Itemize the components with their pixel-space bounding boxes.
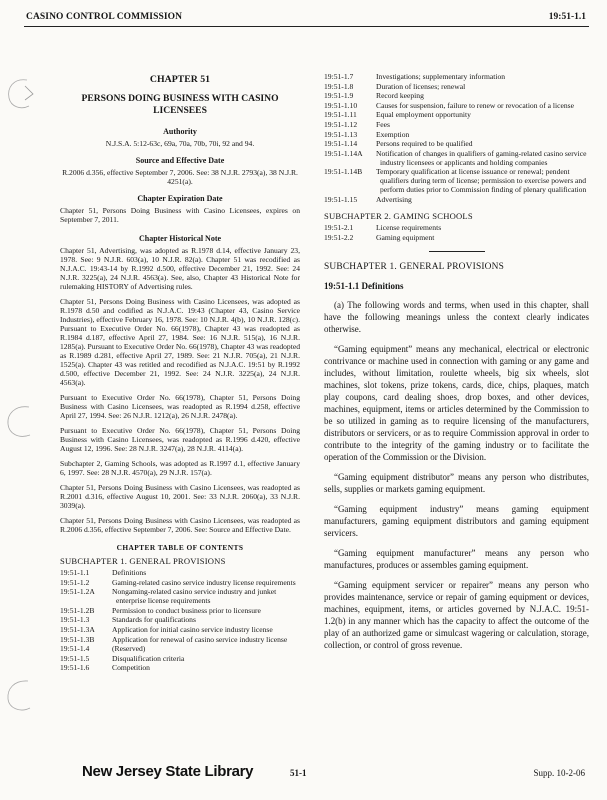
toc-entry[interactable] xyxy=(60,568,300,577)
right-column xyxy=(324,72,589,659)
punch-hole-mark xyxy=(3,74,39,114)
section-heading: 19:51-1.1 Definitions xyxy=(324,280,404,291)
toc-entry-title: Permission to conduct business prior to licensure xyxy=(112,605,261,615)
toc-entry-number: 19:51-1.12 xyxy=(324,119,358,129)
toc-entry-title: Fees xyxy=(376,119,390,129)
toc-entry-title: Standards for qualifications xyxy=(112,615,196,625)
toc-entry[interactable] xyxy=(324,167,589,194)
toc-entry[interactable] xyxy=(324,101,589,110)
toc-subchapter-heading: SUBCHAPTER 1. GENERAL PROVISIONS xyxy=(60,556,226,566)
definition-paragraph: “Gaming equipment manufacturer” means any person who manufactures, produces or assembles gaming equipment. xyxy=(324,547,589,570)
toc-entry-number: 19:51-1.14 xyxy=(324,139,358,149)
toc-entry[interactable] xyxy=(324,72,589,81)
toc-entry-number: 19:51-1.15 xyxy=(324,194,358,204)
page-number: 51-1 xyxy=(290,768,307,778)
toc-entry-number: 19:51-1.1 xyxy=(60,568,90,577)
toc-entry[interactable] xyxy=(324,130,589,139)
toc-entry[interactable] xyxy=(324,120,589,129)
toc-entry-title: Duration of licenses; renewal xyxy=(376,81,466,91)
toc-entry-title: Gaming-related casino service industry license requirements xyxy=(112,577,296,587)
authority-text: N.J.S.A. 5:12-63c, 69a, 70a, 70b, 70i, 92 and 94. xyxy=(105,139,255,148)
history-paragraph: Subchapter 2, Gaming Schools, was adopted as R.1997 d.1, effective January 6, 1997. See: 28 N.J.R. 4570(a), 29 N.J.R. 157(a). xyxy=(60,459,300,477)
body-subchapter-heading: SUBCHAPTER 1. GENERAL PROVISIONS xyxy=(324,261,505,272)
definition-paragraph: “Gaming equipment industry” means gaming equipment manufacturers, gaming equipment distributors and gaming equipment servicers. xyxy=(324,503,589,538)
toc-entry-number: 19:51-1.5 xyxy=(60,653,90,663)
section-divider xyxy=(429,251,485,252)
toc-entry-title: Notification of changes in qualifiers of gaming-related casino service industry licensees or applicants and holding companies xyxy=(376,148,587,167)
toc-entry-number: 19:51-1.8 xyxy=(324,81,354,91)
toc-entry-number: 19:51-1.4 xyxy=(60,644,90,654)
library-stamp: New Jersey State Library xyxy=(82,763,254,780)
toc-entry-number: 19:51-1.6 xyxy=(60,663,90,673)
expiration-text: Chapter 51, Persons Doing Business with Casino Licensees, expires on September 7, 2011. xyxy=(60,206,300,224)
punch-hole-mark xyxy=(3,402,39,442)
expiration-heading: Chapter Expiration Date xyxy=(137,194,223,203)
toc-entry-title: Exemption xyxy=(376,129,410,139)
toc-entry-number: 19:51-1.11 xyxy=(324,110,357,120)
toc-entry-title: License requirements xyxy=(376,222,442,232)
toc-entry[interactable] xyxy=(324,233,589,242)
toc-entry[interactable] xyxy=(60,578,300,587)
toc-entry-number: 19:51-1.14A xyxy=(324,148,363,158)
toc-entry[interactable] xyxy=(60,625,300,634)
toc-entry[interactable] xyxy=(324,195,589,204)
toc-entry-title: Definitions xyxy=(112,568,147,577)
toc-entry-number: 19:51-2.2 xyxy=(324,232,354,242)
header-rule xyxy=(24,26,589,27)
toc-entry[interactable] xyxy=(324,110,589,119)
history-paragraph: Chapter 51, Persons Doing Business with Casino Licensees, was readopted as R.2006 d.356, effective September 7, 2006. See: Source and Effective Date. xyxy=(60,516,300,534)
toc-entry[interactable] xyxy=(60,663,300,672)
toc-entry-number: 19:51-1.3 xyxy=(60,615,90,625)
toc-entry[interactable] xyxy=(60,654,300,663)
definition-paragraph: “Gaming equipment” means any mechanical, electrical or electronic contrivance or machine used in connection with gaming or any game and includes, without limitation, roulette wheels, big six wheels, slot machines, slot tokens, prize tokens, cards, dice, chips, plaques, match play coupons, card dealing shoes, drop boxes, and other devices, machines, equipment, items or articles determined by the Commission to be so utilized in gaming as to require licensing of the manufacturers, distributors or servicers, or as to require Commission approval in order to contribute to the integrity of the gaming industry or to facilitate the operation of the Commission or the Division. xyxy=(324,343,589,462)
toc-list-sub2 xyxy=(324,223,589,242)
source-heading: Source and Effective Date xyxy=(135,156,225,165)
definition-paragraph: “Gaming equipment servicer or repairer” means any person who provides maintenance, service or repair of gaming equipment or devices, machines, equipment, items, or articles governed by N.J.A.C. 19:51-1.2(b) in any manner which has the capacity to affect the outcome of the play of an authorized game or simulcast wagering or calculation, storage, collection, or control of gross revenue. xyxy=(324,579,589,650)
toc-entry-number: 19:51-1.9 xyxy=(324,91,354,101)
chapter-title: PERSONS DOING BUSINESS WITH CASINO LICENSEES xyxy=(81,93,279,116)
toc-entry[interactable] xyxy=(324,149,589,167)
supplement-date: Supp. 10-2-06 xyxy=(533,768,585,778)
toc-entry-number: 19:51-1.3B xyxy=(60,634,95,644)
toc-list-left xyxy=(60,568,300,672)
toc-entry-title: Gaming equipment xyxy=(376,232,435,242)
toc-entry-title: Nongaming-related casino service industry and junket enterprise license requirements xyxy=(112,587,277,606)
history-paragraph: Chapter 51, Advertising, was adopted as R.1978 d.14, effective January 23, 1978. See: 9 N.J.R. 603(a), 10 N.J.R. 82(a). Chapter 51 was recodified as N.J.A.C. 19:43-14 by R.1992 d.500, effective December 21, 1992. See: 24 N.J.R. 3225(a), 24 N.J.R. 4563(a). See, also, Chapter 43 Historical Note for rulemaking HISTORY of Advertising rules. xyxy=(60,246,300,291)
authority-heading: Authority xyxy=(163,127,197,136)
toc-entry[interactable] xyxy=(60,615,300,624)
toc-entry-number: 19:51-1.13 xyxy=(324,129,358,139)
toc-entry-number: 19:51-1.3A xyxy=(60,624,95,634)
toc-entry-title: Competition xyxy=(112,663,150,673)
toc-entry-title: Application for initial casino service industry license xyxy=(112,624,273,634)
toc-entry-title: (Reserved) xyxy=(112,644,146,654)
toc-entry-title: Causes for suspension, failure to renew or revocation of a license xyxy=(376,100,575,110)
source-text: R.2006 d.356, effective September 7, 2006. See: 38 N.J.R. 2793(a), 38 N.J.R. 4251(a). xyxy=(62,168,298,186)
toc-entry[interactable] xyxy=(60,606,300,615)
toc-entry-number: 19:51-1.7 xyxy=(324,72,354,81)
definition-paragraph: (a) The following words and terms, when used in this chapter, shall have the following meanings unless the context clearly indicates otherwise. xyxy=(324,299,589,334)
toc-entry-title: Record keeping xyxy=(376,91,424,101)
toc-entry-number: 19:51-1.2A xyxy=(60,587,95,597)
toc-entry-title: Equal employment opportunity xyxy=(376,110,471,120)
history-heading: Chapter Historical Note xyxy=(138,234,222,243)
toc-entry[interactable] xyxy=(324,223,589,232)
toc-entry-number: 19:51-2.1 xyxy=(324,222,354,232)
toc-entry-title: Disqualification criteria xyxy=(112,653,185,663)
toc-entry-number: 19:51-1.2B xyxy=(60,605,95,615)
running-header-section: 19:51-1.1 xyxy=(548,12,586,22)
left-column xyxy=(60,72,300,673)
toc-subchapter2-heading: SUBCHAPTER 2. GAMING SCHOOLS xyxy=(324,210,473,221)
toc-entry[interactable] xyxy=(324,82,589,91)
history-paragraph: Pursuant to Executive Order No. 66(1978), Chapter 51, Persons Doing Business with Casino Licensees, was readopted as R.1996 d.420, effective August 12, 1996. See: 28 N.J.R. 3247(a), 28 N.J.R. 4114(a). xyxy=(60,426,300,453)
definition-paragraph: “Gaming equipment distributor” means any person who distributes, sells, supplies or markets gaming equipment. xyxy=(324,471,589,494)
toc-entry[interactable] xyxy=(324,91,589,100)
toc-entry[interactable] xyxy=(60,635,300,644)
toc-entry[interactable] xyxy=(60,587,300,605)
toc-entry-title: Investigations; supplementary information xyxy=(376,72,506,81)
toc-heading: CHAPTER TABLE OF CONTENTS xyxy=(116,543,244,552)
toc-entry-title: Application for renewal of casino service industry license xyxy=(112,634,288,644)
toc-entry-title: Advertising xyxy=(376,194,412,204)
toc-entry[interactable] xyxy=(324,139,589,148)
toc-entry-number: 19:51-1.10 xyxy=(324,100,358,110)
history-paragraph: Pursuant to Executive Order No. 66(1978), Chapter 51, Persons Doing Business with Casino Licensees, was readopted as R.1994 d.258, effective April 27, 1994. See: 26 N.J.R. 1212(a), 26 N.J.R. 2478(a). xyxy=(60,393,300,420)
toc-entry-title: Persons required to be qualified xyxy=(376,139,473,149)
running-header-title: CASINO CONTROL COMMISSION xyxy=(26,12,183,22)
chapter-number: CHAPTER 51 xyxy=(149,74,211,85)
toc-list-right xyxy=(324,72,589,204)
toc-entry-number: 19:51-1.2 xyxy=(60,577,90,587)
history-paragraph: Chapter 51, Persons Doing Business with Casino Licensees, was readopted as R.2001 d.316, effective August 10, 2001. See: 33 N.J.R. 2060(a), 33 N.J.R. 3039(a). xyxy=(60,483,300,510)
history-paragraph: Chapter 51, Persons Doing Business with Casino Licensees, was adopted as R.1978 d.50 and codified as N.J.A.C. 19:43 (Chapter 43, Casino Service Industries), effective February 16, 1978. See: 10 N.J.R. 4(b), 10 N.J.R. 128(c). Pursuant to Executive Order No. 66(1978), Chapter 43 was readopted as R.1984 d.187, effective April 27, 1984. See: 16 N.J.R. 515(a), 16 N.J.R. 1285(a). Pursuant to Executive Order No. 66(1978), Chapter 43 was readopted as R.1989 d.281, effective April 27, 1989. See: 21 N.J.R. 705(a), 21 N.J.R. 1525(a). Chapter 43 was retitled and recodified as N.J.A.C. 19:51 by R.1992 d.500, effective December 21, 1992. See: 24 N.J.R. 3225(a), 24 N.J.R. 4563(a). xyxy=(60,297,300,387)
toc-entry-title: Temporary qualification at license issuance or renewal; pendent qualifiers during term of license; permission to exercise powers and perform duties prior to Commission finding of plenary qualification xyxy=(376,167,587,195)
toc-entry-number: 19:51-1.14B xyxy=(324,167,363,177)
toc-entry[interactable] xyxy=(60,644,300,653)
punch-hole-mark xyxy=(3,676,39,716)
